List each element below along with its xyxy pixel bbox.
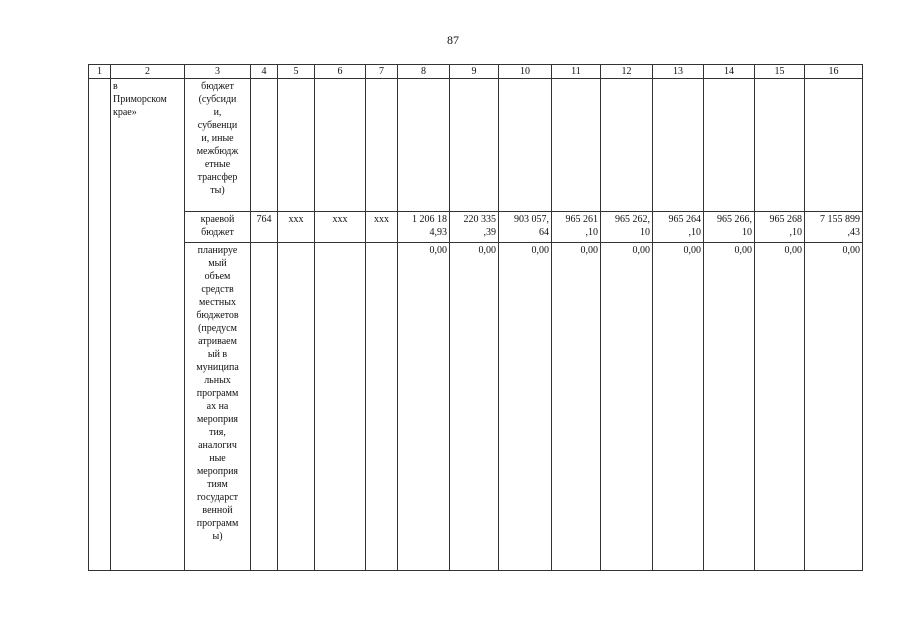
funding-source-cell: планируе мый объем средств местных бюджетов (предусм атриваем ый в муниципа льных программ ах на мероприя тия, аналогич ные мероприя тиям государст венной программ ы) (185, 243, 251, 571)
value-cell: 0,00 (552, 243, 601, 571)
value-cell (653, 79, 704, 212)
value-cell (755, 79, 805, 212)
value-cell: 965 264 ,10 (653, 212, 704, 243)
value-cell: 0,00 (601, 243, 653, 571)
value-cell (704, 79, 755, 212)
header-cell: 3 (185, 65, 251, 79)
page-number: 87 (447, 33, 459, 47)
header-cell: 6 (315, 65, 366, 79)
table-cell (366, 243, 398, 571)
value-cell: 965 266, 10 (704, 212, 755, 243)
table-cell (251, 79, 278, 212)
value-cell: 0,00 (704, 243, 755, 571)
header-cell: 12 (601, 65, 653, 79)
value-cell: 903 057, 64 (499, 212, 552, 243)
value-cell: 0,00 (450, 243, 499, 571)
header-cell: 15 (755, 65, 805, 79)
value-cell: 965 261 ,10 (552, 212, 601, 243)
table-cell (315, 79, 366, 212)
header-cell: 8 (398, 65, 450, 79)
value-cell: 0,00 (499, 243, 552, 571)
table-cell: ххх (315, 212, 366, 243)
value-cell (805, 79, 863, 212)
header-cell: 9 (450, 65, 499, 79)
value-cell: 0,00 (805, 243, 863, 571)
value-cell (499, 79, 552, 212)
header-cell: 4 (251, 65, 278, 79)
table-cell (89, 79, 111, 571)
header-cell: 14 (704, 65, 755, 79)
value-cell: 0,00 (755, 243, 805, 571)
value-cell: 0,00 (653, 243, 704, 571)
table-row (89, 243, 863, 571)
table-cell (315, 243, 366, 571)
header-cell: 13 (653, 65, 704, 79)
value-cell (450, 79, 499, 212)
table-row (89, 79, 863, 212)
table-cell (366, 79, 398, 212)
value-cell: 1 206 18 4,93 (398, 212, 450, 243)
header-cell: 16 (805, 65, 863, 79)
header-cell: 11 (552, 65, 601, 79)
table-cell (278, 243, 315, 571)
funding-source-cell: бюджет (субсиди и, субвенци и, иные межбюдж етные трансфер ты) (185, 79, 251, 212)
budget-table (88, 64, 863, 571)
funding-source-cell: краевой бюджет (185, 212, 251, 243)
header-cell: 10 (499, 65, 552, 79)
value-cell: 965 268 ,10 (755, 212, 805, 243)
table-row (89, 212, 863, 243)
value-cell (398, 79, 450, 212)
table-cell (251, 243, 278, 571)
value-cell: 965 262, 10 (601, 212, 653, 243)
value-cell (601, 79, 653, 212)
region-cell: в Приморском крае» (111, 79, 185, 571)
value-cell: 220 335 ,39 (450, 212, 499, 243)
header-row (89, 65, 863, 79)
table-cell (278, 79, 315, 212)
value-cell: 0,00 (398, 243, 450, 571)
header-cell: 7 (366, 65, 398, 79)
header-cell: 1 (89, 65, 111, 79)
table-cell: ххх (278, 212, 315, 243)
table-cell: ххх (366, 212, 398, 243)
header-cell: 5 (278, 65, 315, 79)
header-cell: 2 (111, 65, 185, 79)
value-cell (552, 79, 601, 212)
table-cell: 764 (251, 212, 278, 243)
value-cell: 7 155 899 ,43 (805, 212, 863, 243)
